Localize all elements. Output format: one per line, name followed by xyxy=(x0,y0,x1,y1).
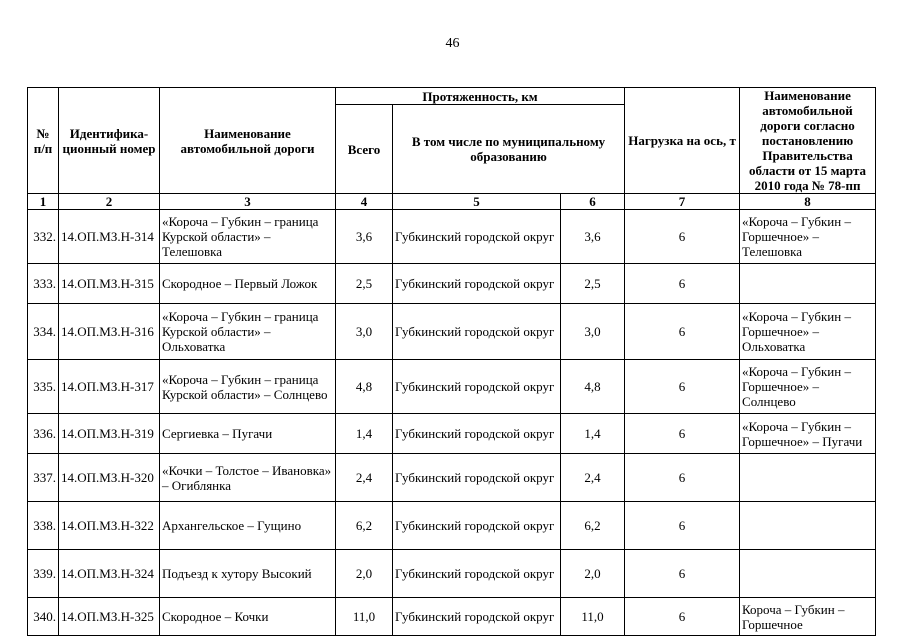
row-load: 6 xyxy=(625,502,740,550)
row-muni: Губкинский городской округ xyxy=(393,502,561,550)
header-id: Идентифика-ционный номер xyxy=(59,88,160,194)
row-muni: Губкинский городской округ xyxy=(393,550,561,598)
row-name: «Короча – Губкин – граница Курской области» – Ольховатка xyxy=(160,304,336,360)
row-ref xyxy=(740,264,876,304)
row-load: 6 xyxy=(625,454,740,502)
row-ref: «Короча – Губкин – Горшечное» – Солнцево xyxy=(740,360,876,414)
row-num: 337. xyxy=(28,454,59,502)
table-row xyxy=(28,264,876,304)
row-total: 6,2 xyxy=(336,502,393,550)
table-row xyxy=(28,414,876,454)
row-name: «Короча – Губкин – граница Курской области» – Телешовка xyxy=(160,210,336,264)
row-load: 6 xyxy=(625,360,740,414)
table-row xyxy=(28,598,876,636)
row-num: 340. xyxy=(28,598,59,636)
col-number: 8 xyxy=(740,194,876,210)
row-total: 3,6 xyxy=(336,210,393,264)
header-num: № п/п xyxy=(28,88,59,194)
row-id: 14.ОП.МЗ.Н-320 xyxy=(59,454,160,502)
row-name: Архангельское – Гущино xyxy=(160,502,336,550)
row-name: Подъезд к хутору Высокий xyxy=(160,550,336,598)
row-id: 14.ОП.МЗ.Н-316 xyxy=(59,304,160,360)
table-row xyxy=(28,454,876,502)
row-ref: «Короча – Губкин – Горшечное» – Телешовка xyxy=(740,210,876,264)
header-length-group: Протяженность, км xyxy=(336,88,625,105)
table-row xyxy=(28,304,876,360)
row-muni: Губкинский городской округ xyxy=(393,454,561,502)
row-muni-length: 2,0 xyxy=(561,550,625,598)
row-id: 14.ОП.МЗ.Н-317 xyxy=(59,360,160,414)
row-id: 14.ОП.МЗ.Н-314 xyxy=(59,210,160,264)
row-total: 11,0 xyxy=(336,598,393,636)
col-number: 4 xyxy=(336,194,393,210)
col-number: 2 xyxy=(59,194,160,210)
header-total: Всего xyxy=(336,105,393,194)
row-ref: «Короча – Губкин – Горшечное» – Ольховатка xyxy=(740,304,876,360)
row-load: 6 xyxy=(625,210,740,264)
row-muni: Губкинский городской округ xyxy=(393,304,561,360)
row-muni-length: 11,0 xyxy=(561,598,625,636)
row-id: 14.ОП.МЗ.Н-319 xyxy=(59,414,160,454)
row-num: 336. xyxy=(28,414,59,454)
row-ref xyxy=(740,454,876,502)
row-num: 333. xyxy=(28,264,59,304)
row-load: 6 xyxy=(625,304,740,360)
row-muni: Губкинский городской округ xyxy=(393,360,561,414)
row-load: 6 xyxy=(625,598,740,636)
row-load: 6 xyxy=(625,264,740,304)
row-ref xyxy=(740,550,876,598)
row-ref: Короча – Губкин – Горшечное xyxy=(740,598,876,636)
row-muni-length: 6,2 xyxy=(561,502,625,550)
roads-table xyxy=(27,87,876,636)
page-number: 46 xyxy=(445,36,460,51)
row-num: 335. xyxy=(28,360,59,414)
row-id: 14.ОП.МЗ.Н-324 xyxy=(59,550,160,598)
row-num: 332. xyxy=(28,210,59,264)
row-muni: Губкинский городской округ xyxy=(393,598,561,636)
row-id: 14.ОП.МЗ.Н-315 xyxy=(59,264,160,304)
row-muni-length: 4,8 xyxy=(561,360,625,414)
row-name: «Короча – Губкин – граница Курской области» – Солнцево xyxy=(160,360,336,414)
row-num: 338. xyxy=(28,502,59,550)
row-ref xyxy=(740,502,876,550)
row-total: 2,4 xyxy=(336,454,393,502)
row-load: 6 xyxy=(625,550,740,598)
row-muni-length: 2,4 xyxy=(561,454,625,502)
header-ref: Наименование автомобильной дороги согласно постановлению Правительства области от 15 марта 2010 года № 78-пп xyxy=(740,88,876,194)
row-muni-length: 1,4 xyxy=(561,414,625,454)
row-name: Скородное – Первый Ложок xyxy=(160,264,336,304)
col-number: 6 xyxy=(561,194,625,210)
row-id: 14.ОП.МЗ.Н-322 xyxy=(59,502,160,550)
table-row xyxy=(28,550,876,598)
col-number: 5 xyxy=(393,194,561,210)
row-id: 14.ОП.МЗ.Н-325 xyxy=(59,598,160,636)
table-row xyxy=(28,210,876,264)
row-total: 1,4 xyxy=(336,414,393,454)
header-name: Наименование автомобильной дороги xyxy=(160,88,336,194)
col-number: 3 xyxy=(160,194,336,210)
row-muni: Губкинский городской округ xyxy=(393,264,561,304)
row-muni-length: 2,5 xyxy=(561,264,625,304)
row-muni-length: 3,0 xyxy=(561,304,625,360)
col-number: 1 xyxy=(28,194,59,210)
header-row xyxy=(28,88,876,105)
row-name: Сергиевка – Пугачи xyxy=(160,414,336,454)
row-total: 2,0 xyxy=(336,550,393,598)
row-muni-length: 3,6 xyxy=(561,210,625,264)
table-row xyxy=(28,360,876,414)
column-numbers-row xyxy=(28,194,876,210)
row-name: «Кочки – Толстое – Ивановка» – Огиблянка xyxy=(160,454,336,502)
row-num: 339. xyxy=(28,550,59,598)
header-load: Нагрузка на ось, т xyxy=(625,88,740,194)
row-total: 4,8 xyxy=(336,360,393,414)
header-incl: В том числе по муниципальному образованию xyxy=(393,105,625,194)
row-total: 3,0 xyxy=(336,304,393,360)
col-number: 7 xyxy=(625,194,740,210)
row-total: 2,5 xyxy=(336,264,393,304)
table-row xyxy=(28,502,876,550)
row-load: 6 xyxy=(625,414,740,454)
row-ref: «Короча – Губкин – Горшечное» – Пугачи xyxy=(740,414,876,454)
row-muni: Губкинский городской округ xyxy=(393,414,561,454)
row-num: 334. xyxy=(28,304,59,360)
row-muni: Губкинский городской округ xyxy=(393,210,561,264)
row-name: Скородное – Кочки xyxy=(160,598,336,636)
